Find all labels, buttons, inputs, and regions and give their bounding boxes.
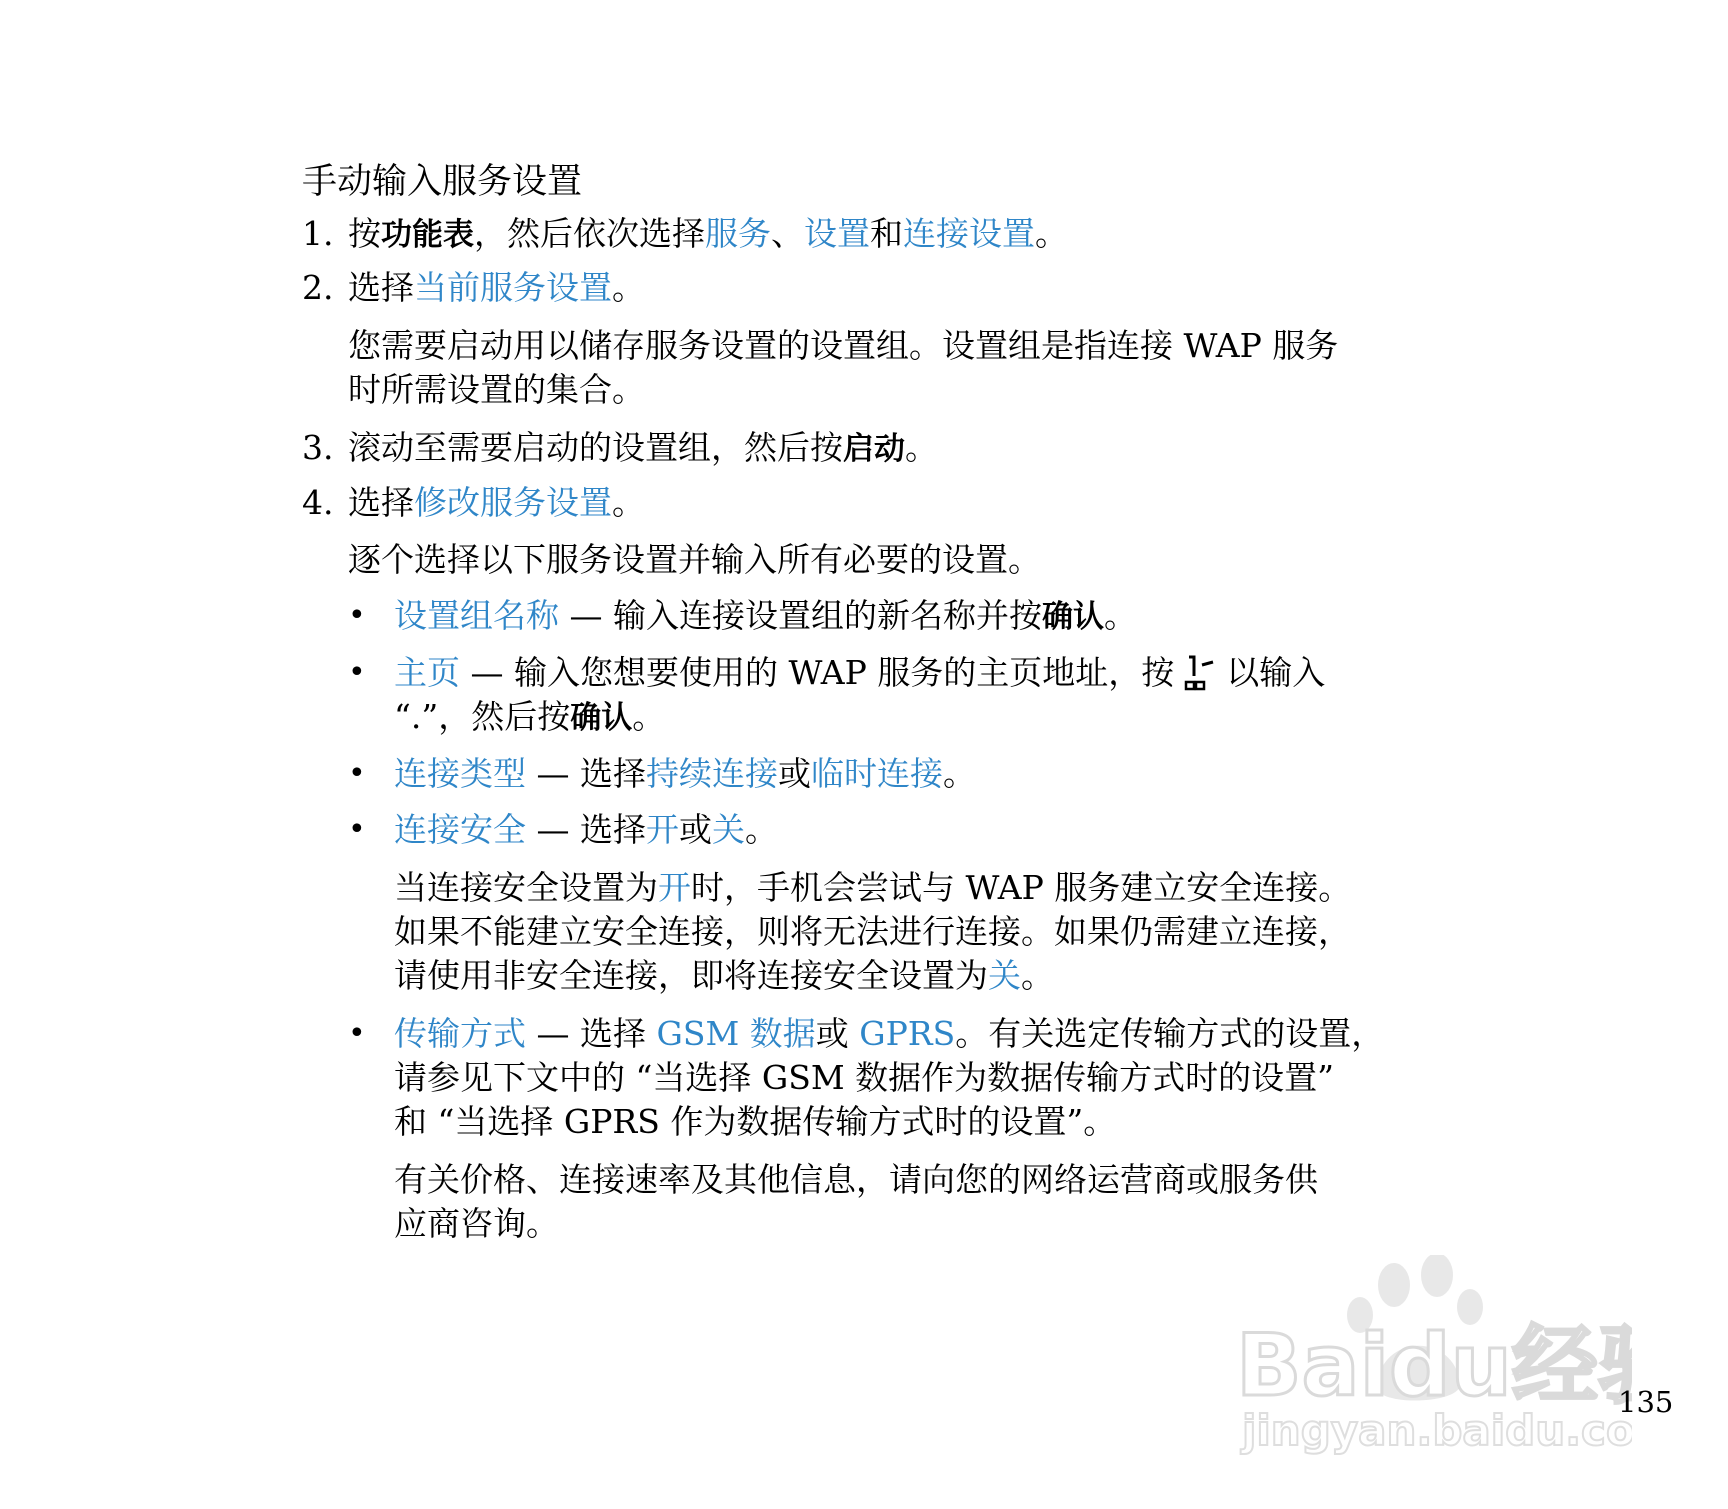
baidu-paw-logo-icon [1232, 1255, 1632, 1455]
step-3 [302, 426, 938, 471]
baidu-watermark [1232, 1255, 1632, 1459]
bullet-text: — 选择 [526, 810, 646, 849]
softkey-label: 启动 [843, 431, 905, 467]
step-2-note-line: 时所需设置的集合。 [348, 370, 645, 409]
step-text: 和 [870, 214, 903, 253]
bullet-text: 或 [815, 1014, 860, 1053]
step-text: 滚动至需要启动的设置组，然后按 [348, 428, 843, 467]
menu-item-services: 服务 [705, 214, 771, 253]
step-text: 选择 [348, 268, 414, 307]
bullet-text: 以输入 [1226, 653, 1326, 692]
step-text: 。 [612, 268, 645, 307]
step-number: 2. [302, 268, 334, 307]
bullet-item-line2 [394, 695, 665, 740]
pricing-note-line: 有关价格、连接速率及其他信息，请向您的网络运营商或服务供 [394, 1160, 1318, 1199]
bullet-item [394, 752, 976, 796]
option-on: 开 [645, 810, 679, 849]
security-note-line [394, 866, 1351, 910]
option-temporary: 临时连接 [810, 754, 943, 793]
menu-item-settings: 设置 [804, 214, 870, 253]
option-gsm-data: GSM 数据 [656, 1014, 816, 1053]
bullet-item [394, 594, 1137, 639]
bullet-text: — 输入连接设置组的新名称并按 [559, 596, 1042, 635]
step-text: 按 [348, 214, 381, 253]
bullet-icon: • [348, 655, 366, 690]
softkey-label: 功能表 [381, 217, 474, 253]
step-4 [302, 481, 645, 525]
option-permanent: 持续连接 [645, 754, 778, 793]
note-text: 时，手机会尝试与 WAP 服务建立安全连接。 [691, 868, 1352, 907]
step-1 [302, 212, 1068, 257]
bullet-text: 。 [744, 810, 778, 849]
bullet-text: 或 [678, 810, 712, 849]
security-note-line [394, 954, 1054, 998]
menu-item-edit-settings: 修改服务设置 [414, 483, 612, 522]
bullet-text: 或 [777, 754, 811, 793]
setting-name: 设置组名称 [394, 596, 559, 635]
option-on: 开 [658, 868, 691, 907]
security-note-line: 如果不能建立安全连接，则将无法进行连接。如果仍需建立连接， [394, 912, 1351, 951]
bullet-icon: • [348, 812, 366, 847]
bullet-item-line3: 和 “当选择 GPRS 作为数据传输方式时的设置”。 [394, 1102, 1117, 1141]
watermark-url-text: jingyan.baidu.co [1242, 1406, 1632, 1455]
option-off: 关 [711, 810, 745, 849]
key-1-icon [1180, 654, 1220, 703]
step-text: ，然后依次选择 [474, 214, 705, 253]
watermark-logo-text: Baidu经 [1236, 1316, 1598, 1416]
step-text: 选择 [348, 483, 414, 522]
page-number: 135 [1618, 1385, 1674, 1419]
softkey-label: 确认 [1041, 599, 1104, 635]
step-2 [302, 266, 645, 310]
menu-item-current-settings: 当前服务设置 [414, 268, 612, 307]
step-number: 1. [302, 214, 334, 253]
note-text: 当连接安全设置为 [394, 868, 658, 907]
section-heading: 手动输入服务设置 [302, 162, 583, 202]
softkey-label: 确认 [570, 700, 633, 736]
bullet-text: 。 [1103, 596, 1137, 635]
bullet-text: 。 [942, 754, 976, 793]
step-text: 、 [771, 214, 804, 253]
bullet-text: 。有关选定传输方式的设置， [955, 1014, 1385, 1053]
setting-name: 连接安全 [394, 810, 526, 849]
bullet-text: — 选择 [526, 1014, 657, 1053]
bullet-item [394, 1012, 1384, 1056]
bullet-text: 。 [632, 697, 666, 736]
step-2-note-line: 您需要启动用以储存服务设置的设置组。设置组是指连接 WAP 服务 [348, 326, 1339, 365]
step-text: 。 [905, 428, 938, 467]
bullet-text: — 输入您想要使用的 WAP 服务的主页地址，按 [460, 653, 1175, 692]
option-gprs: GPRS [859, 1014, 956, 1053]
setting-name: 主页 [394, 653, 460, 692]
note-text: 。 [1021, 956, 1054, 995]
pricing-note-line: 应商咨询。 [394, 1204, 559, 1243]
bullet-text: — 选择 [526, 754, 646, 793]
bullet-icon: • [348, 756, 366, 791]
setting-name: 传输方式 [394, 1014, 526, 1053]
option-off: 关 [988, 956, 1021, 995]
note-text: 请使用非安全连接，即将连接安全设置为 [394, 956, 988, 995]
bullet-item [394, 808, 778, 852]
step-number: 3. [302, 428, 334, 467]
menu-item-connection-settings: 连接设置 [903, 214, 1035, 253]
step-text: 。 [1035, 214, 1068, 253]
step-text: 。 [612, 483, 645, 522]
bullet-icon: • [348, 598, 366, 633]
bullet-icon: • [348, 1016, 366, 1051]
bullet-text: “.”，然后按 [394, 697, 571, 736]
setting-name: 连接类型 [394, 754, 526, 793]
bullet-item-line2: 请参见下文中的 “当选择 GSM 数据作为数据传输方式时的设置” [394, 1058, 1334, 1097]
step-4-note-line: 逐个选择以下服务设置并输入所有必要的设置。 [348, 540, 1041, 579]
step-number: 4. [302, 483, 334, 522]
